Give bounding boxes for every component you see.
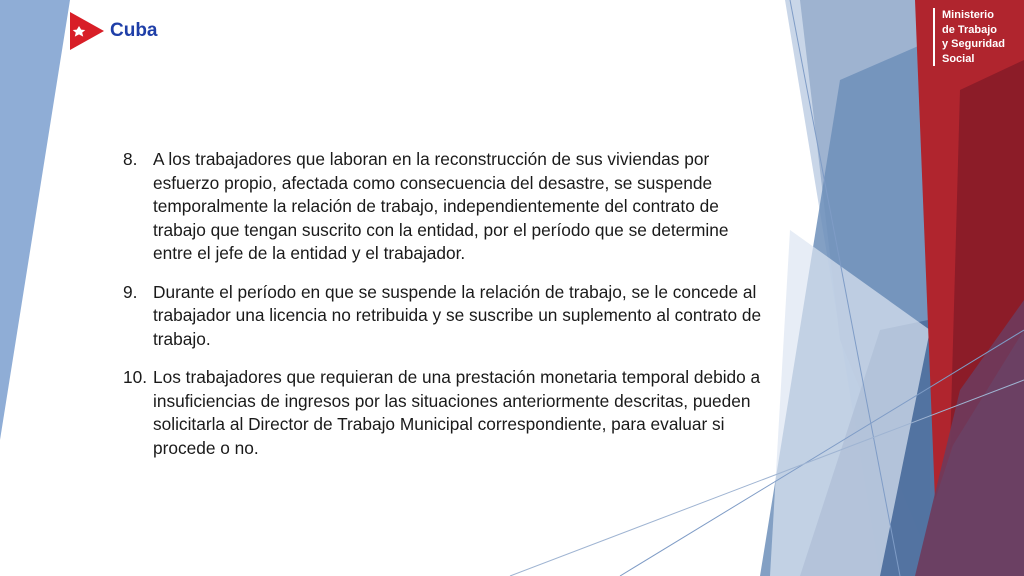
list-item xyxy=(123,148,763,266)
ministry-line: de Trabajo xyxy=(942,23,998,36)
cuba-logo xyxy=(70,10,158,52)
list-item xyxy=(123,366,763,460)
logo-text: Cuba xyxy=(110,20,158,41)
item-text: Los trabajadores que requieran de una prestación monetaria temporal debido a insuficiencias de ingresos por las situaciones anteriormente descritas, pueden solicitarla al Director de Trabajo Municipal correspondiente, para evaluar si procede o no. xyxy=(153,367,761,458)
item-number: 8. xyxy=(123,149,138,169)
ministry-line: y Seguridad xyxy=(942,38,1005,50)
ministry-line: Social xyxy=(942,52,975,65)
left-blue-strip xyxy=(0,0,70,440)
item-number: 10. xyxy=(123,367,148,387)
numbered-list xyxy=(123,148,763,475)
item-text: A los trabajadores que laboran en la reconstrucción de sus viviendas por esfuerzo propio, afectada como consecuencia del desastre, se suspende temporalmente la relación de trabajo, independientemente del contrato de trabajo que tengan suscrito con la entidad, por el período que se determine entre el jefe de la entidad y el trabajador. xyxy=(153,149,729,263)
item-number: 9. xyxy=(123,281,138,302)
cuba-flag-icon xyxy=(70,12,104,50)
ministry-label xyxy=(933,8,1024,66)
ministry-line: Ministerio xyxy=(942,9,994,21)
item-text: Durante el período en que se suspende la relación de trabajo, se le concede al trabajador una licencia no retribuida y se suscribe un suplemento al contrato de trabajo. xyxy=(153,281,762,349)
list-item xyxy=(123,281,763,352)
